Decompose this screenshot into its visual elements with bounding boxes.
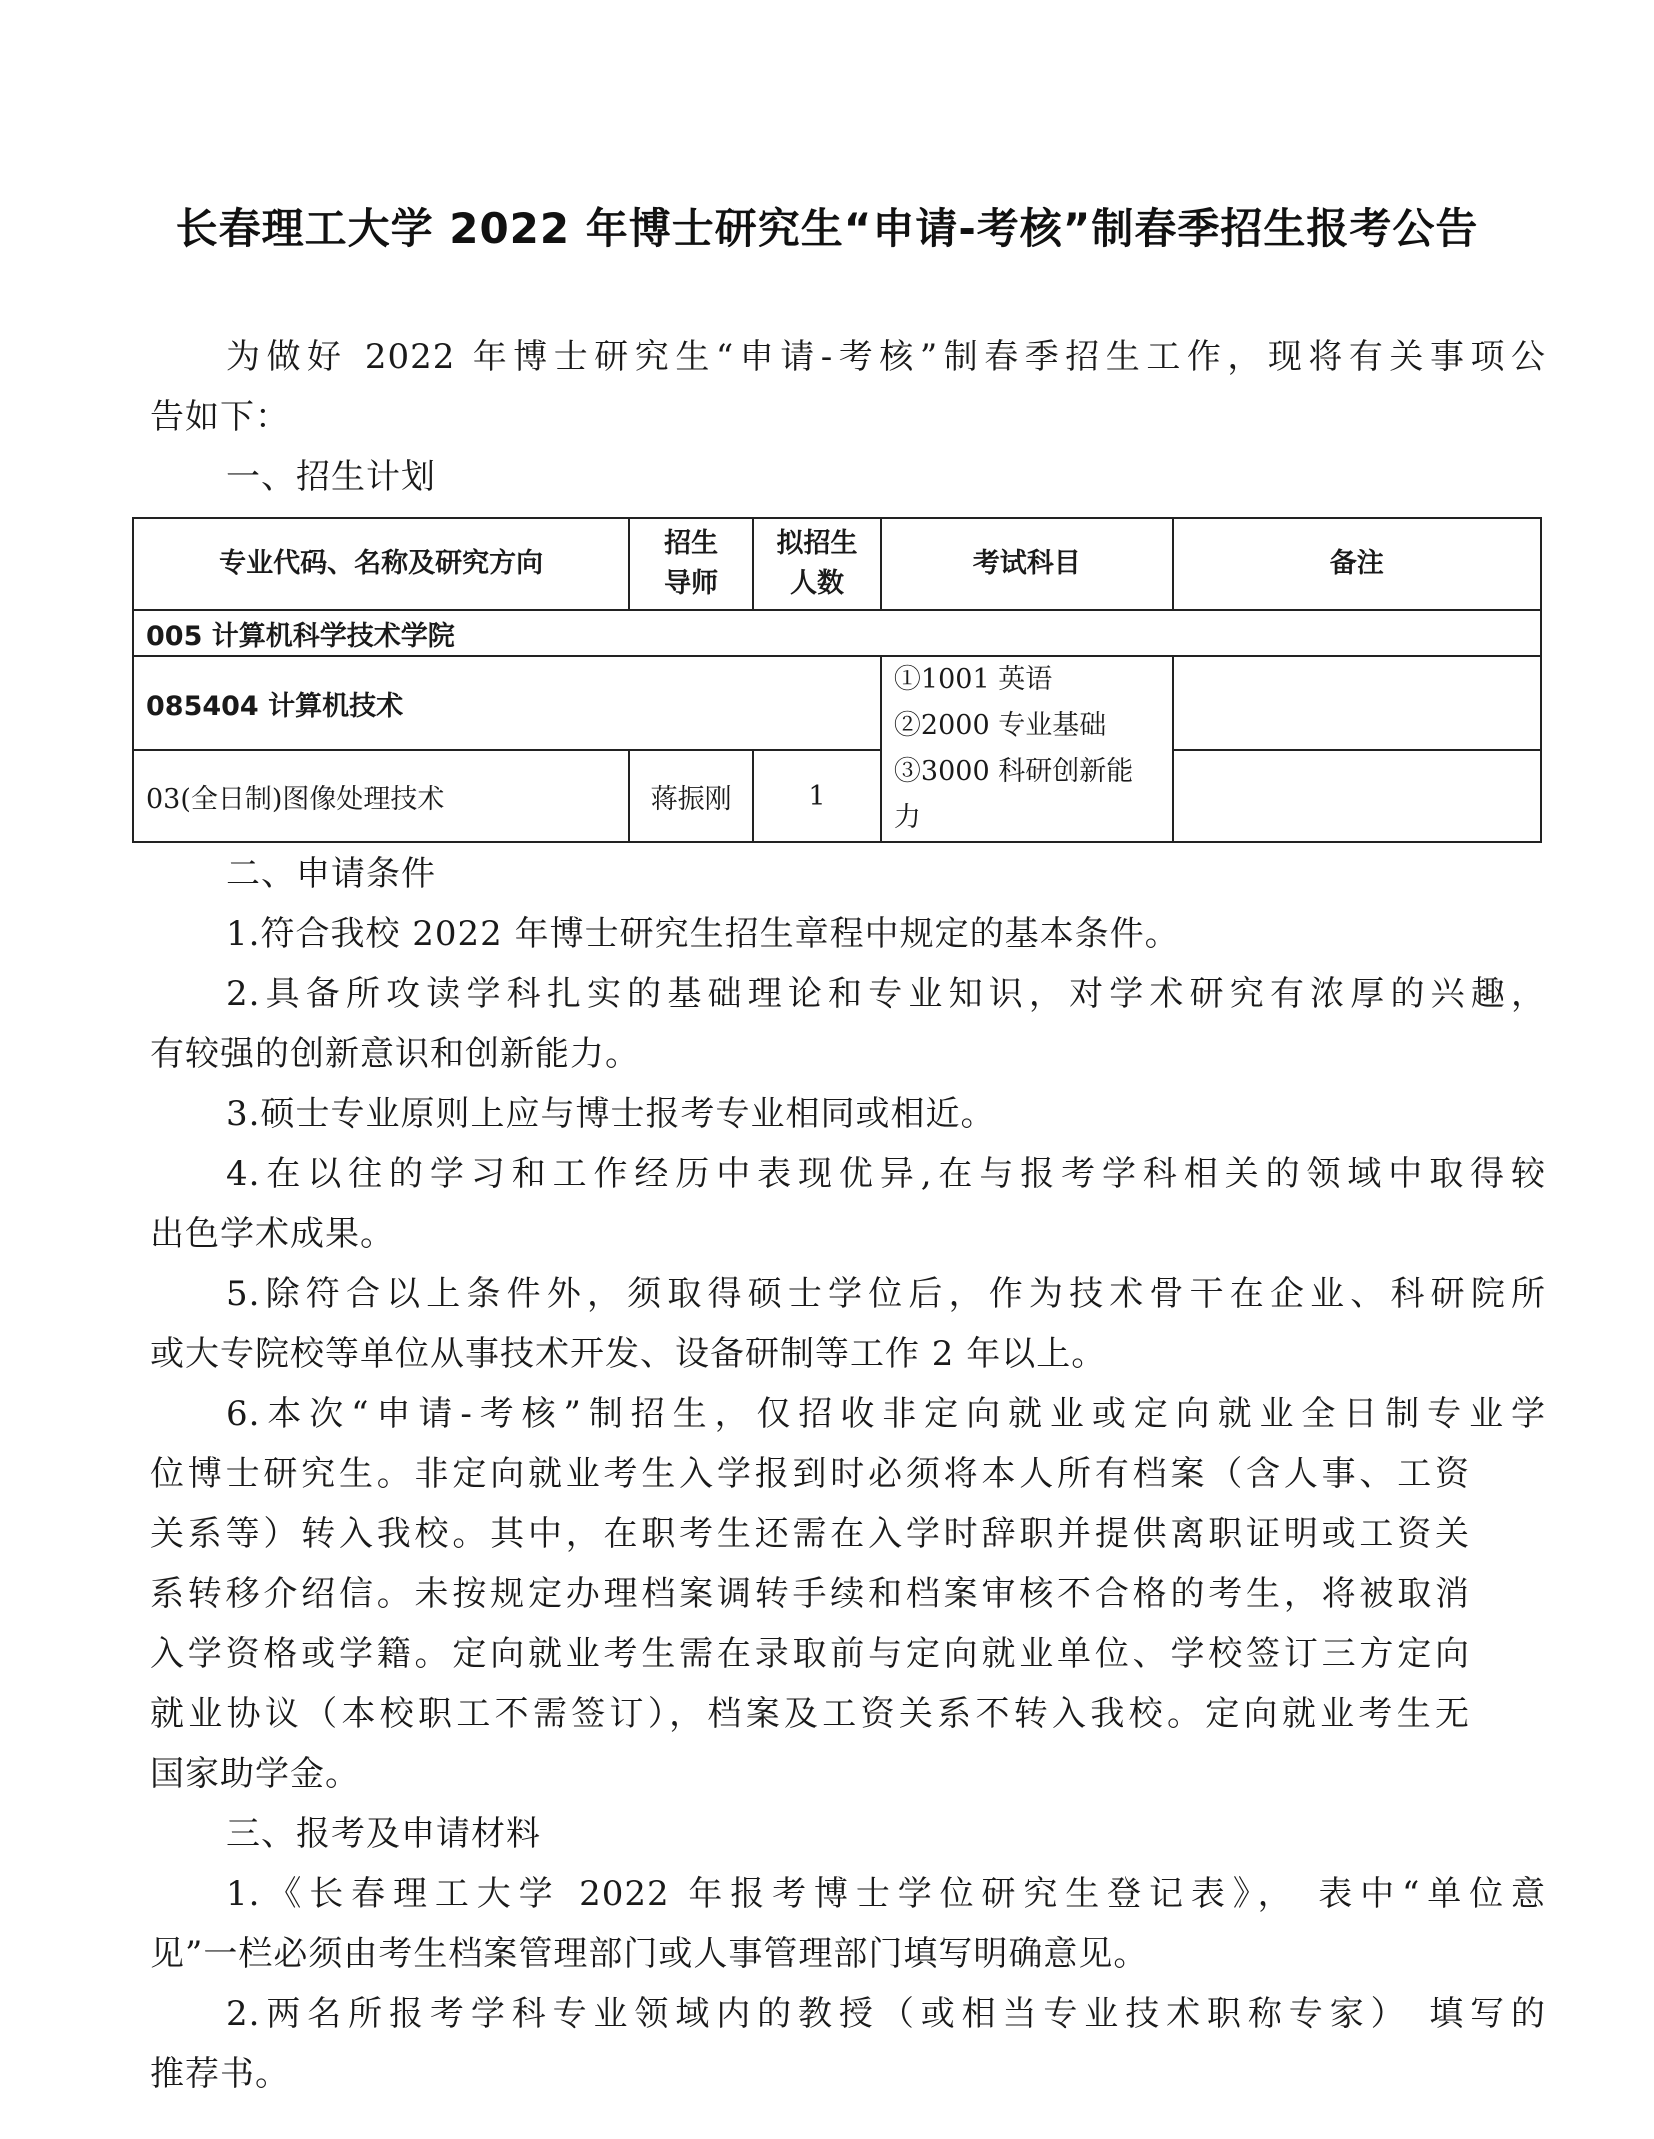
condition-line: 系转移介绍信。未按规定办理档案调转手续和档案审核不合格的考生，将被取消: [150, 1574, 1470, 1614]
major-cell: 085404 计算机技术: [133, 656, 881, 750]
quota-cell: 1: [753, 750, 881, 842]
material-line: 1.《长春理工大学 2022 年报考博士学位研究生登记表》， 表中“单位意: [226, 1874, 1546, 1914]
intro-line: 告如下：: [150, 397, 290, 437]
material-line: 推荐书。: [150, 2054, 290, 2094]
header-supervisor-line: 招生: [664, 528, 719, 559]
header-major: 专业代码、名称及研究方向: [133, 518, 629, 610]
condition-line: 5.除符合以上条件外，须取得硕士学位后，作为技术骨干在企业、科研院所: [226, 1274, 1546, 1314]
remark-cell: [1173, 656, 1541, 750]
section-heading-plan: 一、招生计划: [226, 457, 436, 497]
condition-line: 就业协议（本校职工不需签订），档案及工资关系不转入我校。定向就业考生无: [150, 1694, 1470, 1734]
section-heading-materials: 三、报考及申请材料: [226, 1814, 541, 1854]
condition-line: 3.硕士专业原则上应与博士报考专业相同或相近。: [226, 1094, 996, 1134]
condition-line: 4.在以往的学习和工作经历中表现优异,在与报考学科相关的领域中取得较: [226, 1154, 1546, 1194]
header-supervisor: [629, 518, 753, 610]
condition-line: 出色学术成果。: [150, 1214, 395, 1254]
material-line: 见”一栏必须由考生档案管理部门或人事管理部门填写明确意见。: [150, 1934, 1149, 1974]
header-quota-line: 人数: [790, 568, 844, 599]
condition-line: 关系等）转入我校。其中，在职考生还需在入学时辞职并提供离职证明或工资关: [150, 1514, 1470, 1554]
condition-line: 有较强的创新意识和创新能力。: [150, 1034, 640, 1074]
direction-cell: 03(全日制)图像处理技术: [133, 750, 629, 842]
table-row: [133, 750, 1541, 842]
condition-line: 入学资格或学籍。定向就业考生需在录取前与定向就业单位、学校签订三方定向: [150, 1634, 1470, 1674]
enrollment-plan-table: [132, 517, 1542, 843]
exam-subject: ②2000 专业基础: [893, 710, 1107, 741]
exam-subjects-cell: [881, 656, 1173, 842]
document-title: 长春理工大学 2022 年博士研究生“申请-考核”制春季招生报考公告: [175, 204, 1479, 253]
supervisor-cell: 蒋振刚: [629, 750, 753, 842]
school-cell: 005 计算机科学技术学院: [133, 610, 1541, 656]
header-quota-line: 拟招生: [776, 528, 858, 559]
table-header-row: [133, 518, 1541, 610]
exam-subject: ③3000 科研创新能力: [893, 756, 1134, 833]
table-row: [133, 610, 1541, 656]
condition-line: 或大专院校等单位从事技术开发、设备研制等工作 2 年以上。: [150, 1334, 1107, 1374]
exam-subject: ①1001 英语: [893, 664, 1053, 695]
header-quota: [753, 518, 881, 610]
condition-line: 1.符合我校 2022 年博士研究生招生章程中规定的基本条件。: [226, 914, 1180, 954]
header-supervisor-line: 导师: [664, 568, 719, 599]
material-line: 2.两名所报考学科专业领域内的教授（或相当专业技术职称专家） 填写的: [226, 1994, 1546, 2034]
header-remark: 备注: [1173, 518, 1541, 610]
remark-cell: [1173, 750, 1541, 842]
table-row: [133, 656, 1541, 750]
condition-line: 国家助学金。: [150, 1754, 360, 1794]
condition-line: 位博士研究生。非定向就业考生入学报到时必须将本人所有档案（含人事、工资: [150, 1454, 1470, 1494]
condition-line: 6.本次“申请-考核”制招生，仅招收非定向就业或定向就业全日制专业学: [226, 1394, 1546, 1434]
section-heading-conditions: 二、申请条件: [226, 854, 436, 894]
intro-line: 为做好 2022 年博士研究生“申请-考核”制春季招生工作，现将有关事项公: [226, 337, 1546, 377]
condition-line: 2.具备所攻读学科扎实的基础理论和专业知识，对学术研究有浓厚的兴趣，: [226, 974, 1546, 1014]
header-exam: 考试科目: [881, 518, 1173, 610]
